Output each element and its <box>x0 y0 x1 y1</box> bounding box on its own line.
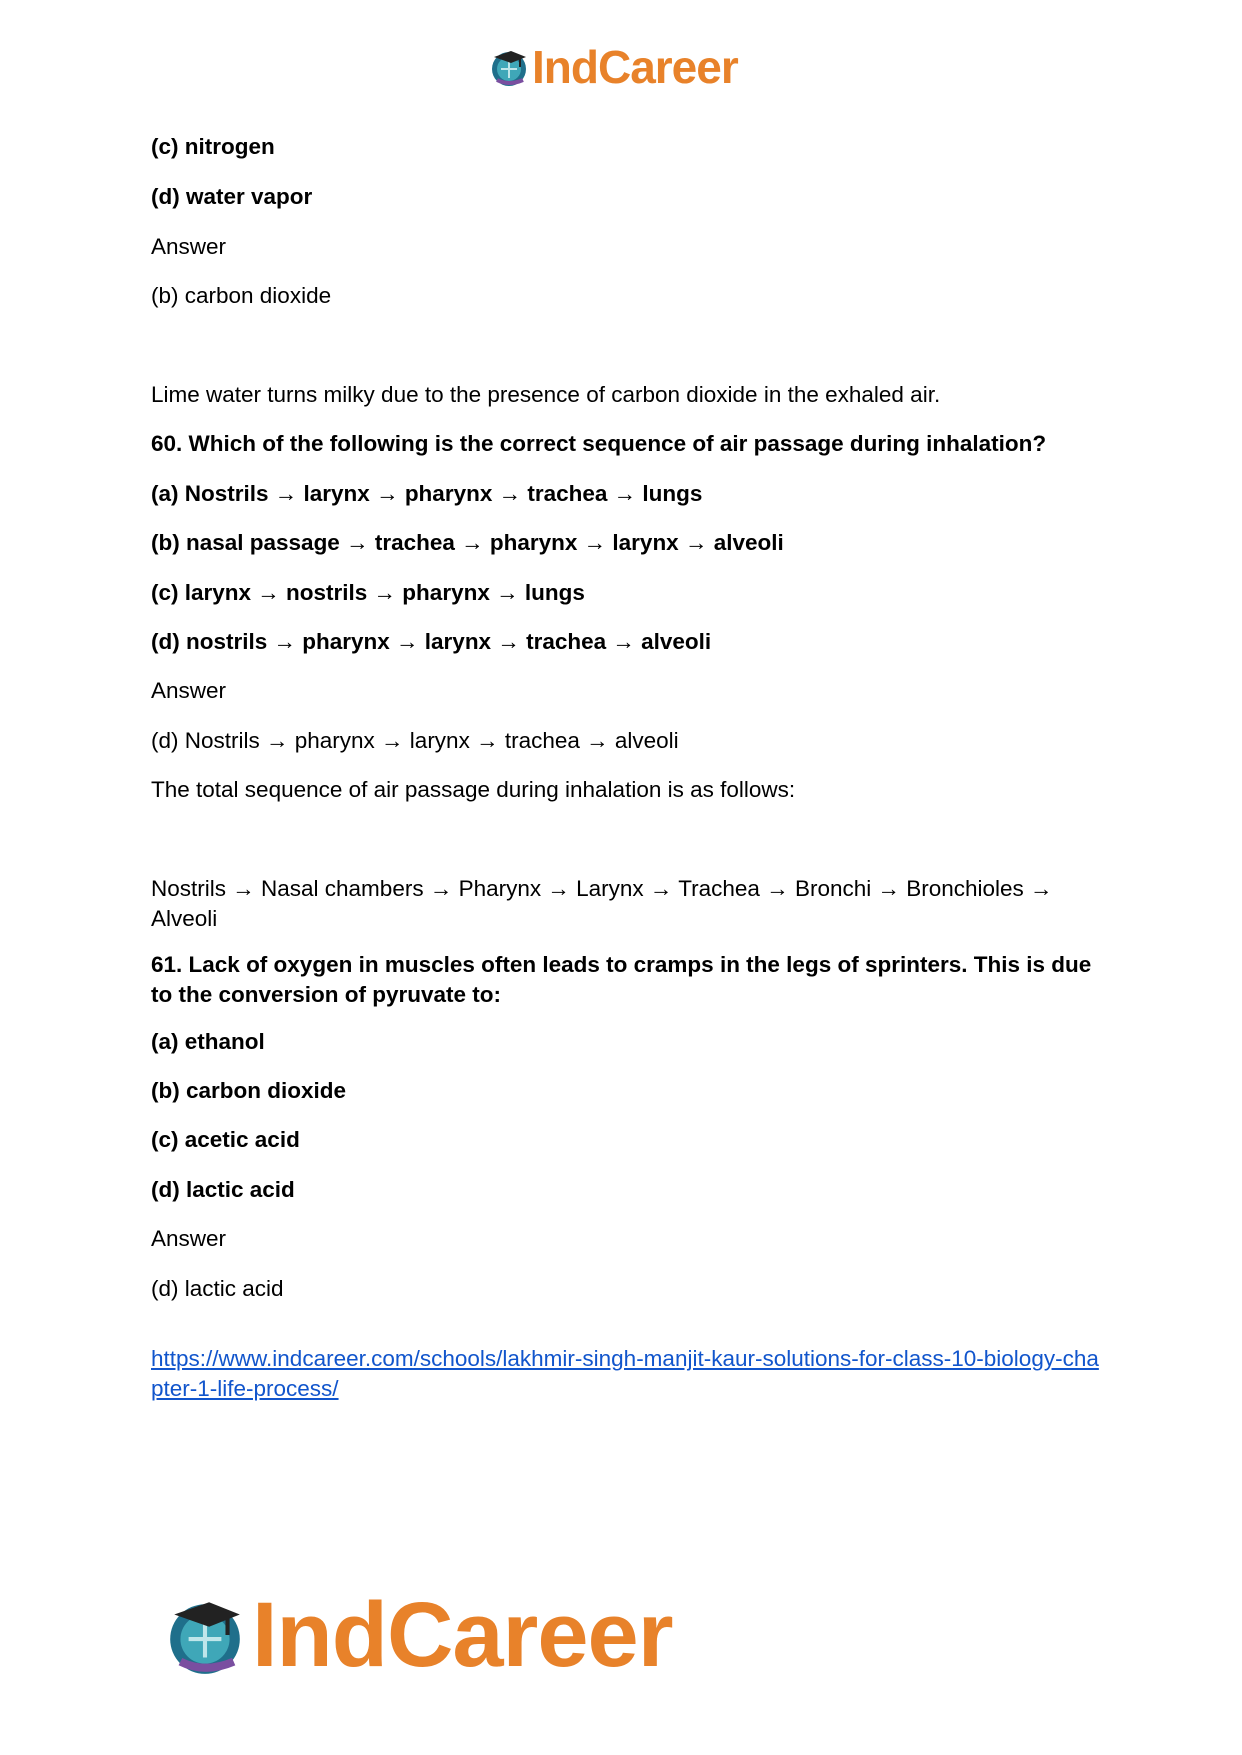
q59-explanation: Lime water turns milky due to the presence of carbon dioxide in the exhaled air. <box>151 382 941 407</box>
header-logo <box>488 42 738 92</box>
q59-answer: (b) carbon dioxide <box>151 283 332 308</box>
q61-option-b: (b) carbon dioxide <box>151 1078 347 1103</box>
footer-logo <box>162 1585 673 1685</box>
graduation-cap-globe-icon <box>162 1592 248 1678</box>
q60-question: 60. Which of the following is the correct sequence of air passage during inhalation? <box>151 431 1047 456</box>
q60-answer: (d) Nostrils → pharynx → larynx → trachea → alveoli <box>151 728 679 753</box>
q61-option-c: (c) acetic acid <box>151 1127 300 1152</box>
q60-sequence: Nostrils → Nasal chambers → Pharynx → Larynx → Trachea → Bronchi → Bronchioles → Alveoli <box>151 876 1053 931</box>
source-link[interactable]: https://www.indcareer.com/schools/lakhmir-singh-manjit-kaur-solutions-for-class-10-biology-chapter-1-life-process/ <box>151 1346 1099 1401</box>
q60-option-d: (d) nostrils → pharynx → larynx → trachea → alveoli <box>151 629 712 654</box>
q60-explanation-intro: The total sequence of air passage during inhalation is as follows: <box>151 777 796 802</box>
q59-option-c: (c) nitrogen <box>151 134 275 159</box>
q61-option-a: (a) ethanol <box>151 1029 265 1054</box>
q59-option-d: (d) water vapor <box>151 184 313 209</box>
q60-option-a: (a) Nostrils → larynx → pharynx → trachea → lungs <box>151 481 703 506</box>
q60-option-b: (b) nasal passage → trachea → pharynx → larynx → alveoli <box>151 530 784 555</box>
answer-label: Answer <box>151 1226 227 1251</box>
q61-question: 61. Lack of oxygen in muscles often leads to cramps in the legs of sprinters. This is due to the conversion of pyruvate to: <box>151 952 1092 1007</box>
answer-label: Answer <box>151 234 227 259</box>
q61-answer: (d) lactic acid <box>151 1276 284 1301</box>
q60-option-c: (c) larynx → nostrils → pharynx → lungs <box>151 580 585 605</box>
graduation-cap-globe-icon <box>488 46 530 88</box>
logo-wordmark: IndCareer <box>532 41 738 93</box>
q61-option-d: (d) lactic acid <box>151 1177 295 1202</box>
answer-label: Answer <box>151 678 227 703</box>
logo-wordmark: IndCareer <box>252 1584 673 1686</box>
